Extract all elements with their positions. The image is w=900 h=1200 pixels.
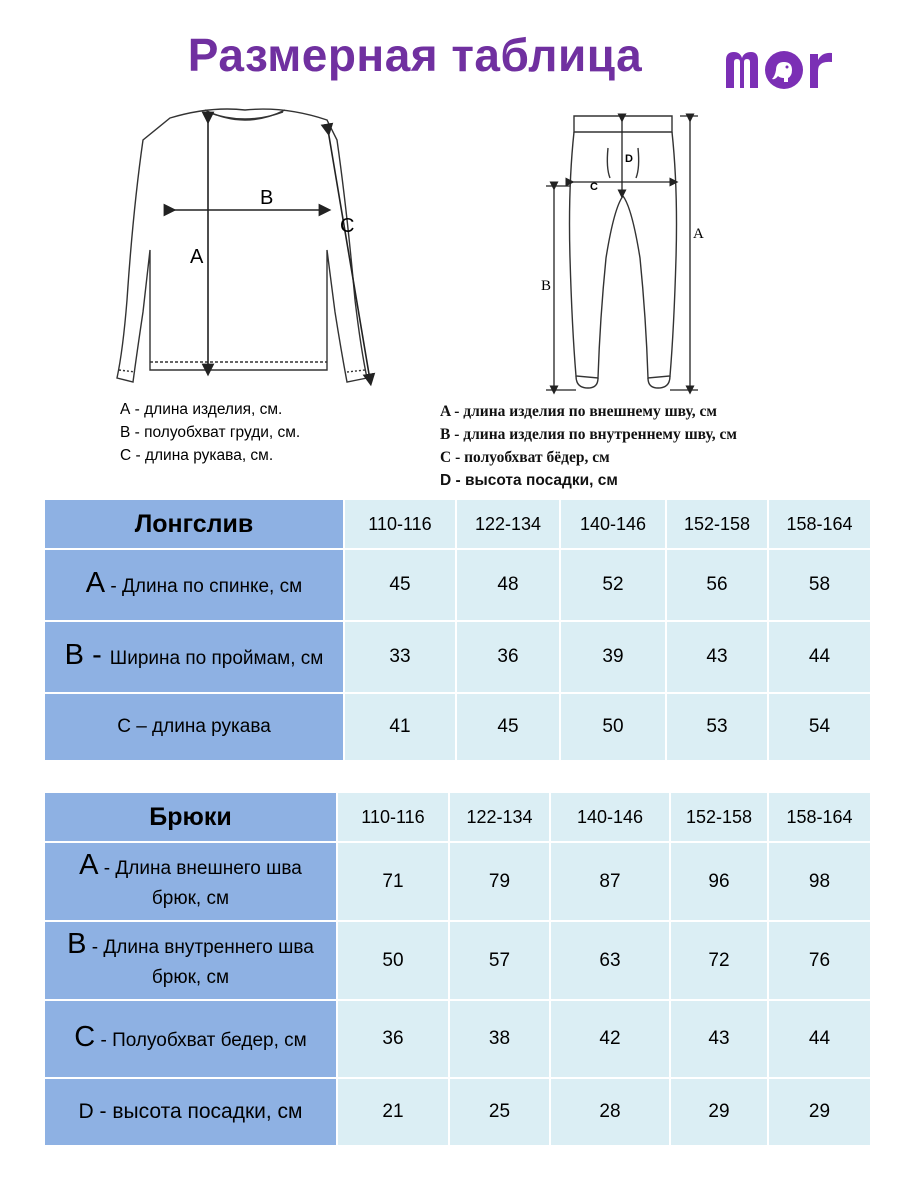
page-title: Размерная таблица: [187, 29, 643, 81]
legend-line: А - длина изделия, см.: [120, 401, 283, 418]
table-cell: 98: [768, 842, 871, 921]
brand-logo: [722, 40, 862, 92]
table-header-row: [44, 792, 871, 842]
table-cell: 25: [449, 1078, 550, 1146]
row-label: [44, 921, 337, 1000]
table-cell: 96: [670, 842, 768, 921]
table-cell: 44: [768, 1000, 871, 1078]
pants-drawing: [530, 108, 720, 398]
label-a: A: [190, 246, 204, 268]
label-c: C: [590, 181, 598, 193]
table-cell: 87: [550, 842, 670, 921]
size-header: 152-158: [666, 499, 768, 549]
table-cell: 57: [449, 921, 550, 1000]
table-cell: 43: [666, 621, 768, 693]
row-label-text: брюк, см: [151, 966, 230, 988]
table-cell: 48: [456, 549, 560, 621]
row-letter: В -: [64, 639, 110, 671]
label-d: D: [625, 153, 633, 165]
table-cell: 56: [666, 549, 768, 621]
table-row: [44, 921, 871, 1000]
table-title: Лонгслив: [44, 499, 344, 549]
size-header: 110-116: [344, 499, 456, 549]
table-cell: 28: [550, 1078, 670, 1146]
size-header: 140-146: [560, 499, 666, 549]
table-header-row: [44, 499, 871, 549]
label-b: B: [541, 278, 552, 294]
table-cell: 33: [344, 621, 456, 693]
row-label: [44, 693, 344, 761]
table-cell: 50: [560, 693, 666, 761]
legend-line: В - полуобхват груди, см.: [120, 424, 301, 441]
row-letter: В: [67, 927, 87, 960]
table-cell: 29: [670, 1078, 768, 1146]
size-header: 152-158: [670, 792, 768, 842]
table-cell: 45: [344, 549, 456, 621]
row-letter: А: [79, 848, 99, 881]
table-cell: 41: [344, 693, 456, 761]
table-cell: 39: [560, 621, 666, 693]
table-row: [44, 1078, 871, 1146]
table-cell: 72: [670, 921, 768, 1000]
table-cell: 29: [768, 1078, 871, 1146]
size-header: 122-134: [449, 792, 550, 842]
legend-line: A - длина изделия по внешнему шву, см: [440, 403, 717, 420]
table-cell: 71: [337, 842, 449, 921]
row-label-text: - Полуобхват бедер, см: [95, 1030, 307, 1051]
table-cell: 76: [768, 921, 871, 1000]
size-header: 158-164: [768, 499, 871, 549]
table-row: [44, 842, 871, 921]
table-cell: 21: [337, 1078, 449, 1146]
legend-line: D - высота посадки, см: [440, 472, 618, 489]
table-cell: 50: [337, 921, 449, 1000]
longsleeve-legend: [120, 398, 300, 467]
row-label: [44, 842, 337, 921]
row-label: [44, 1078, 337, 1146]
table-row: [44, 693, 871, 761]
row-label-text: С – длина рукава: [117, 716, 271, 737]
row-label-text: брюк, см: [151, 887, 230, 909]
size-header: 122-134: [456, 499, 560, 549]
table-cell: 45: [456, 693, 560, 761]
legend-line: C - полуобхват бёдер, см: [440, 449, 610, 466]
pants-size-table: [43, 791, 872, 1147]
table-cell: 79: [449, 842, 550, 921]
row-label-text: - Длина внешнего шва: [98, 857, 302, 879]
longsleeve-size-table: [43, 498, 872, 762]
size-header: 110-116: [337, 792, 449, 842]
table-cell: 63: [550, 921, 670, 1000]
label-c: C: [340, 215, 355, 237]
pants-diagram: [530, 108, 720, 398]
table-title: Брюки: [44, 792, 337, 842]
row-label-text: Ширина по проймам, см: [109, 648, 324, 669]
pants-legend: [440, 400, 737, 492]
legend-line: С - длина рукава, см.: [120, 447, 274, 464]
row-label-text: - Длина по спинке, см: [105, 576, 303, 597]
table-cell: 44: [768, 621, 871, 693]
table-cell: 58: [768, 549, 871, 621]
table-cell: 52: [560, 549, 666, 621]
table-cell: 54: [768, 693, 871, 761]
table-cell: 43: [670, 1000, 768, 1078]
row-label: [44, 549, 344, 621]
size-header: 158-164: [768, 792, 871, 842]
table-cell: 36: [337, 1000, 449, 1078]
table-row: [44, 621, 871, 693]
table-cell: 53: [666, 693, 768, 761]
longsleeve-diagram: [115, 100, 385, 395]
size-header: 140-146: [550, 792, 670, 842]
table-row: [44, 549, 871, 621]
row-label: [44, 1000, 337, 1078]
table-cell: 38: [449, 1000, 550, 1078]
row-label-text: - Длина внутреннего шва: [86, 936, 314, 958]
label-a: A: [693, 226, 704, 242]
table-cell: 42: [550, 1000, 670, 1078]
longsleeve-drawing: [115, 100, 385, 395]
row-label: [44, 621, 344, 693]
table-row: [44, 1000, 871, 1078]
row-label-text: D - высота посадки, см: [78, 1100, 303, 1123]
logo-mark: [722, 40, 862, 92]
legend-line: B - длина изделия по внутреннему шву, см: [440, 426, 737, 443]
table-cell: 36: [456, 621, 560, 693]
row-letter: С: [74, 1021, 96, 1053]
row-letter: А: [85, 567, 106, 599]
label-b: B: [260, 187, 274, 209]
